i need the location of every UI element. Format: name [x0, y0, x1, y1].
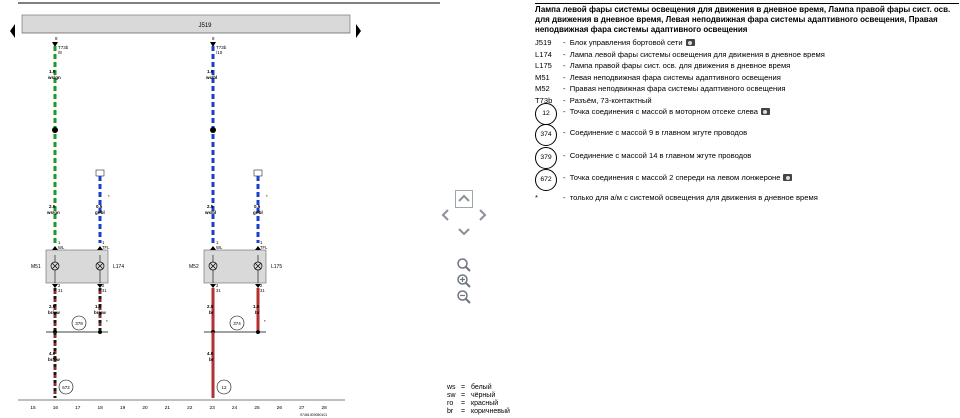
next-page-icon[interactable]	[356, 24, 361, 38]
svg-text:ws/bl: ws/bl	[206, 75, 218, 80]
component-item: J519 - Блок управления бортовой сети	[535, 37, 959, 49]
svg-text:2: 2	[216, 283, 219, 288]
svg-text:4.0: 4.0	[49, 351, 56, 356]
color-key-row: sw = чёрный	[447, 392, 496, 399]
svg-text:WL: WL	[216, 245, 223, 250]
color-key-row: ro = красный	[447, 400, 499, 407]
wire-color-key	[447, 384, 510, 416]
color-key-row: br = коричневый	[447, 408, 510, 415]
scale-number: 26	[276, 406, 283, 411]
svg-text:*: *	[108, 194, 110, 199]
svg-text:2.5: 2.5	[49, 304, 56, 309]
svg-text:31: 31	[260, 288, 265, 293]
svg-text:379: 379	[75, 321, 83, 326]
svg-text:2: 2	[58, 283, 61, 288]
camera-icon[interactable]	[783, 174, 792, 181]
j519-label: J519	[198, 23, 212, 29]
scale-number: 27	[299, 406, 305, 411]
ground-12-badge: 12	[535, 103, 557, 125]
scale-number: 17	[75, 406, 81, 411]
component-item: M52 - Правая неподвижная фара системы адаптивного освещения	[535, 84, 786, 93]
pan-down-button[interactable]	[455, 222, 473, 240]
svg-text:ws/gn: ws/gn	[47, 210, 60, 215]
zoom-out-icon	[455, 288, 473, 306]
ground-374-badge: 374	[535, 124, 557, 146]
svg-text:TFL: TFL	[102, 245, 110, 250]
svg-text:ws/bl: ws/bl	[205, 210, 217, 215]
svg-text:gr/bl: gr/bl	[95, 210, 105, 215]
diagram-title: Лампа левой фары системы освещения для движения в дневное время, Лампа правой фары сист. осв. для движения в дневное время, Левая неподвижная фара системы адаптивного освещения, Правая неподвижная фара системы адаптивного освещения	[535, 5, 951, 34]
svg-text:31: 31	[216, 288, 221, 293]
pan-up-button[interactable]	[455, 190, 473, 208]
conn-left-top: T73b	[58, 45, 69, 50]
chevron-right-icon	[473, 206, 491, 224]
svg-text:672: 672	[62, 385, 70, 390]
chevron-up-icon	[455, 190, 473, 208]
svg-text:*: *	[106, 319, 108, 324]
svg-text:ws/gn: ws/gn	[48, 75, 61, 80]
camera-icon[interactable]	[686, 39, 695, 46]
svg-text:12: 12	[221, 385, 227, 390]
svg-text:*: *	[264, 319, 266, 324]
chevron-down-icon	[455, 222, 473, 240]
pan-left-button[interactable]	[437, 206, 455, 224]
svg-text:br: br	[209, 310, 214, 315]
svg-text:TFL: TFL	[260, 245, 268, 250]
svg-text:br: br	[209, 357, 214, 362]
svg-text:1.5: 1.5	[253, 304, 260, 309]
scale-number: 28	[321, 406, 327, 411]
panel-rule	[535, 3, 959, 4]
scale-number: 16	[52, 406, 59, 411]
component-item: T73b - Разъём, 73-контактный	[535, 95, 652, 105]
scale-number: 25	[254, 406, 260, 411]
svg-text:2.5: 2.5	[207, 204, 214, 209]
scale-number: 22	[187, 406, 193, 411]
pin-right-top: 8	[212, 36, 215, 41]
prev-page-icon[interactable]	[10, 24, 15, 38]
component-item: L175 - Лампа правой фары сист. осв. для движения в дневное время	[535, 61, 791, 70]
scale-number: 18	[97, 406, 103, 411]
svg-text:0.5: 0.5	[254, 204, 261, 209]
svg-text:WL: WL	[58, 245, 65, 250]
ground-672-badge: 672	[535, 169, 557, 191]
svg-text:br: br	[255, 310, 260, 315]
svg-text:br/sw: br/sw	[48, 357, 60, 362]
diagram-navigation	[446, 186, 492, 306]
svg-text:2.5: 2.5	[49, 204, 56, 209]
svg-text:4.0: 4.0	[207, 351, 214, 356]
scale-number: 15	[30, 406, 36, 411]
svg-text:1.0: 1.0	[207, 69, 214, 74]
zoom-out-button[interactable]	[455, 288, 473, 306]
conn-right-top: T73b	[216, 45, 227, 50]
svg-text:br/sw: br/sw	[94, 310, 106, 315]
scale-number: 23	[209, 406, 215, 411]
component-item: M51 - Левая неподвижная фара системы адаптивного освещения	[535, 72, 781, 82]
svg-text:2: 2	[260, 283, 263, 288]
svg-text:1: 1	[102, 240, 105, 245]
j519-unit	[22, 15, 350, 33]
svg-text:31: 31	[58, 288, 63, 293]
m51-label: M51	[31, 264, 41, 270]
svg-text:0.5: 0.5	[96, 204, 103, 209]
l175-label: L175	[271, 264, 283, 270]
svg-text:br/sw: br/sw	[48, 310, 60, 315]
scale-number: 19	[119, 406, 126, 411]
ground-379-badge: 379	[535, 147, 557, 169]
svg-text:374: 374	[233, 321, 241, 326]
pin-left-top: 8	[55, 36, 58, 41]
scale-number: 21	[164, 406, 171, 411]
component-item: L174 - Лампа левой фары системы освещения для движения в дневное время	[535, 49, 825, 59]
svg-text:*: *	[266, 194, 268, 199]
svg-text:1.5: 1.5	[95, 304, 102, 309]
l174-label: L174	[113, 264, 125, 270]
conn-right-top-pin: /10	[216, 50, 223, 55]
svg-text:1: 1	[260, 240, 263, 245]
camera-icon[interactable]	[761, 108, 770, 115]
svg-text:1.0: 1.0	[49, 69, 56, 74]
svg-text:1: 1	[58, 240, 61, 245]
scale-number: 24	[231, 406, 238, 411]
svg-text:2: 2	[102, 283, 105, 288]
svg-text:31: 31	[102, 288, 107, 293]
svg-text:gr/bl: gr/bl	[253, 210, 263, 215]
m52-label: M52	[189, 264, 199, 270]
svg-text:1: 1	[216, 240, 219, 245]
svg-text:2.5: 2.5	[207, 304, 214, 309]
scale-numbers	[30, 405, 327, 411]
pan-right-button[interactable]	[473, 206, 491, 224]
doc-ref: 97461309050101	[300, 413, 328, 417]
color-key-row: ws = белый	[447, 384, 492, 391]
wiring-diagram	[0, 0, 440, 418]
chevron-left-icon	[437, 206, 455, 224]
conn-left-top-pin: /8	[58, 50, 62, 55]
component-list	[535, 37, 959, 106]
scale-number: 20	[142, 406, 148, 411]
